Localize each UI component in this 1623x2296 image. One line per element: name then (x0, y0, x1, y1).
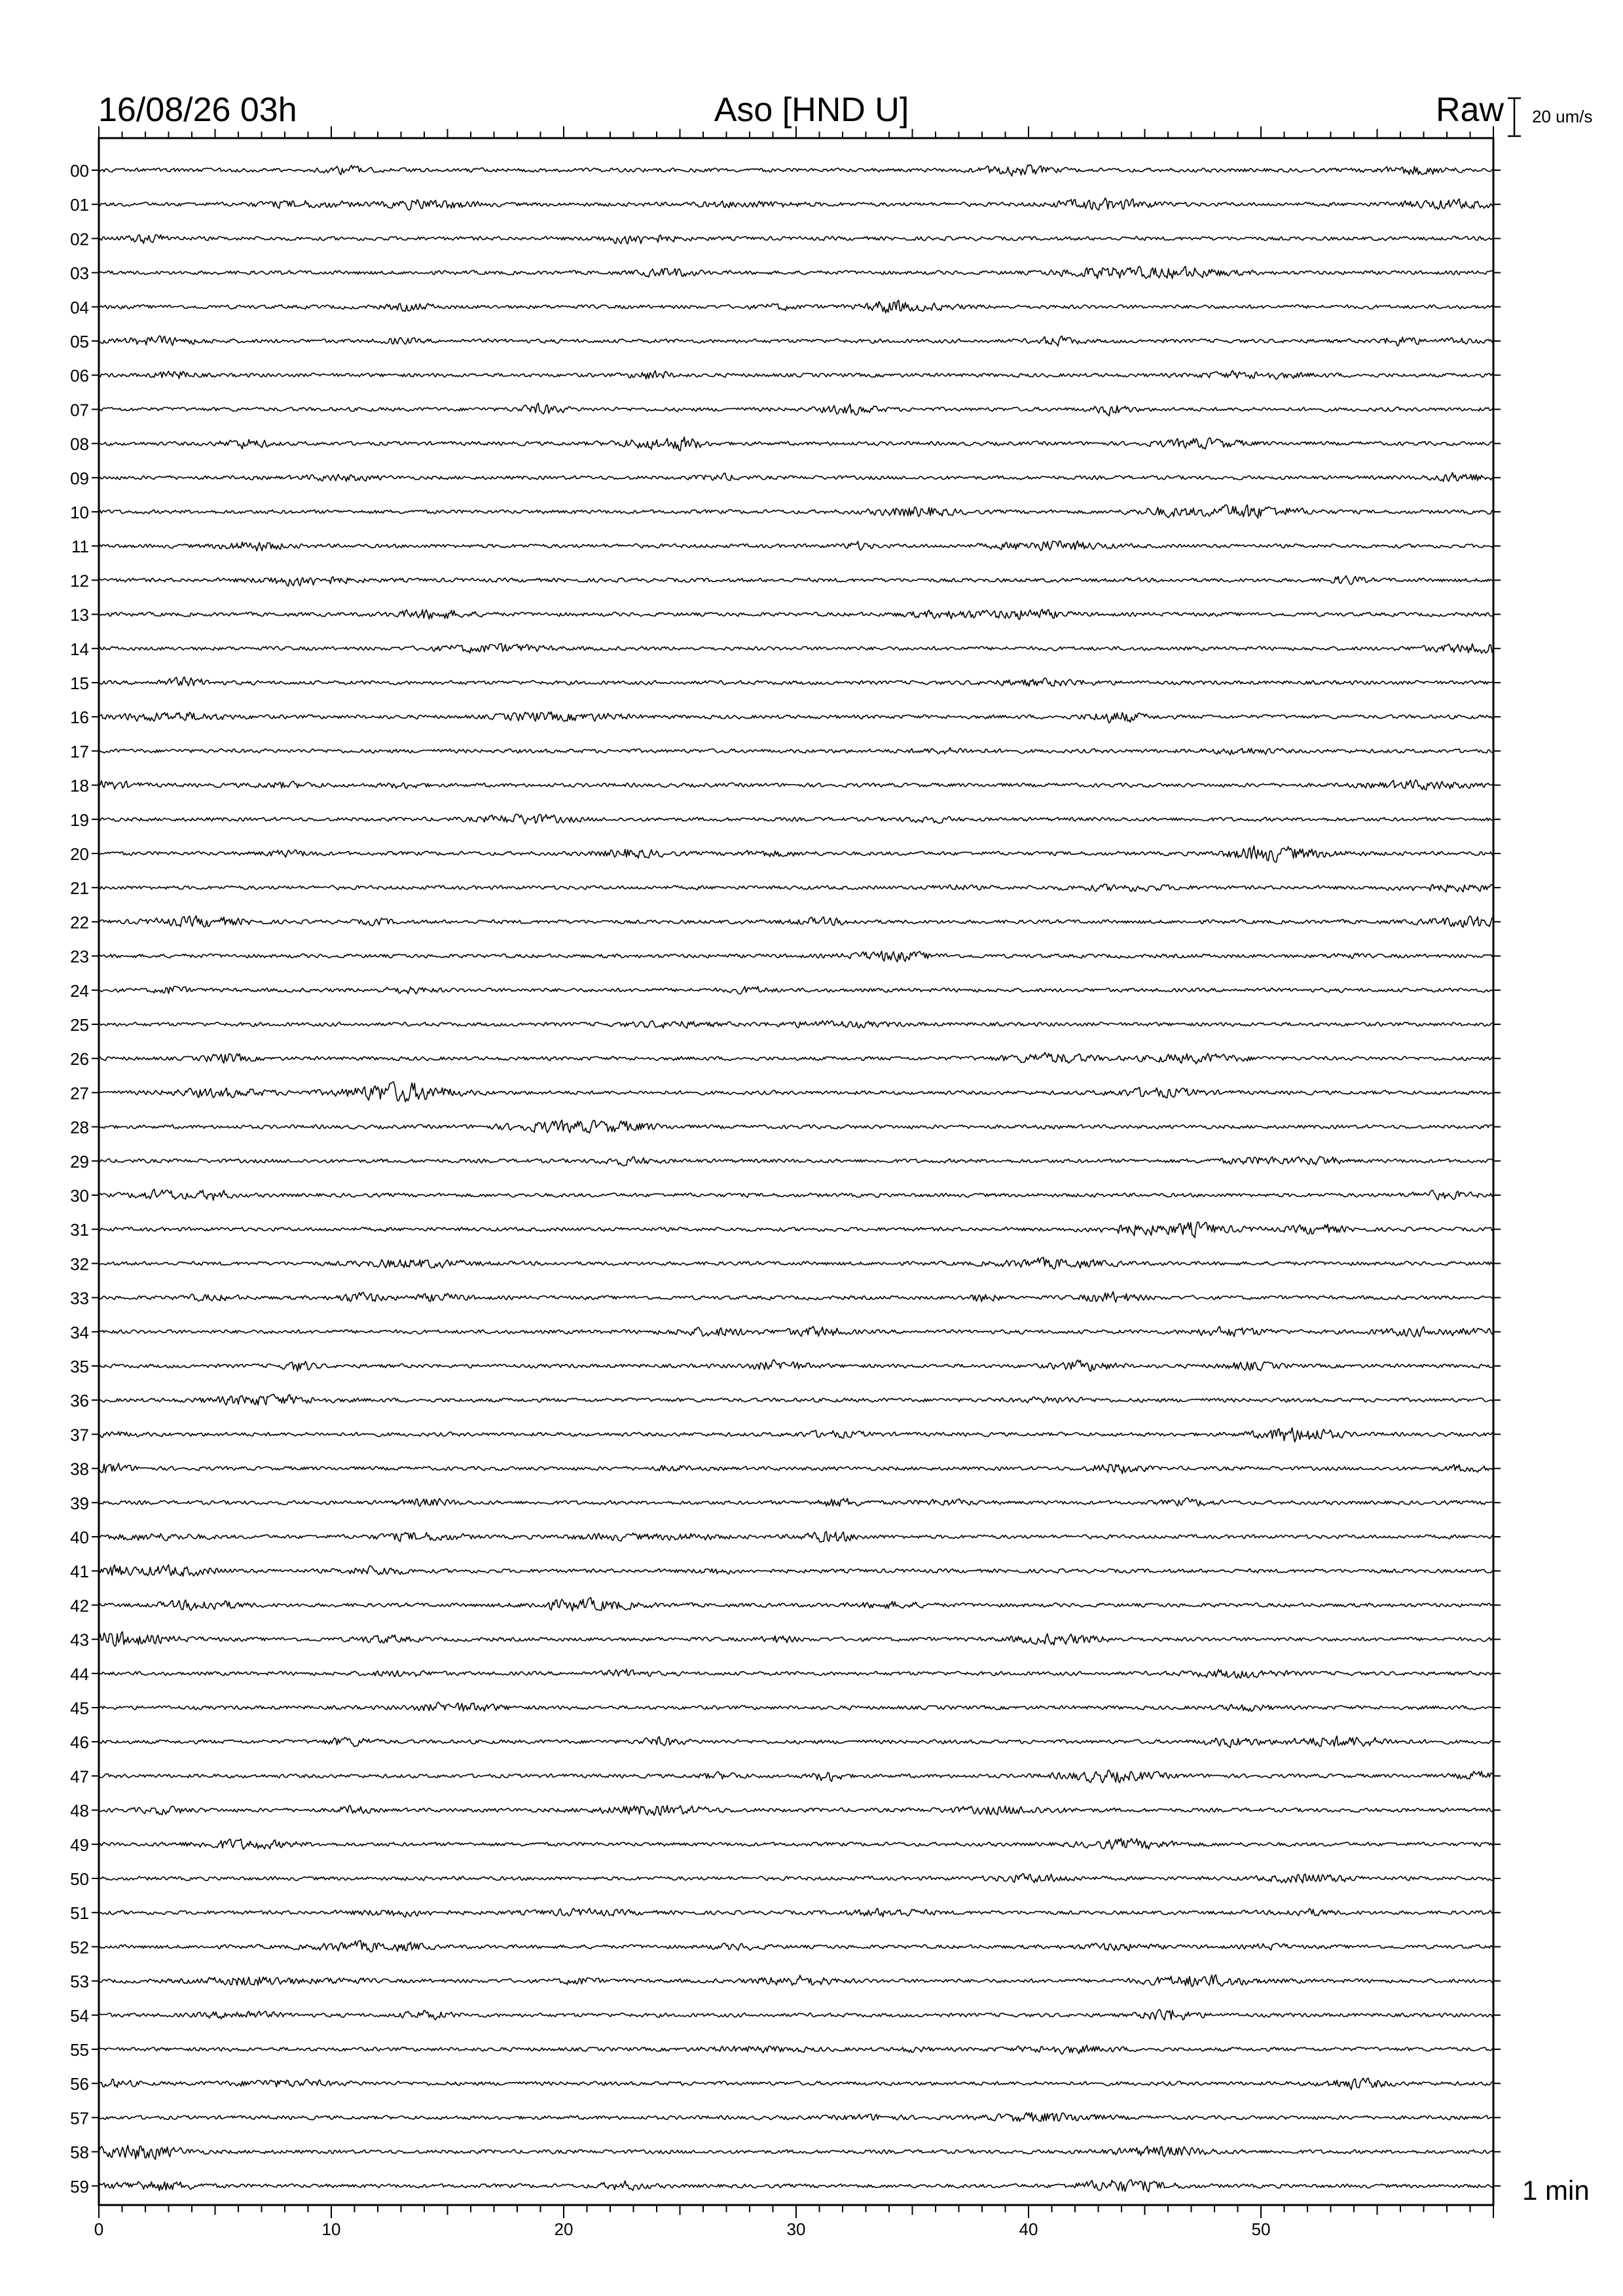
row-label: 53 (70, 1971, 89, 1992)
row-label: 31 (70, 1220, 89, 1240)
row-label: 39 (70, 1493, 89, 1513)
x-tick-label: 10 (321, 2219, 341, 2239)
trace-line (99, 235, 1493, 244)
trace-line (99, 2145, 1493, 2159)
row-label: 30 (70, 1186, 89, 1206)
row-label: 43 (70, 1630, 89, 1650)
trace-line (99, 541, 1493, 551)
row-label: 19 (70, 810, 89, 830)
row-label: 17 (70, 742, 89, 762)
trace-line (99, 1975, 1493, 1986)
row-label: 57 (70, 2108, 89, 2128)
row-label: 24 (70, 980, 89, 1001)
x-tick-labels (94, 2219, 1271, 2239)
x-tick-label: 30 (786, 2219, 806, 2239)
trace-line (99, 916, 1493, 927)
trace-line (99, 1291, 1493, 1302)
trace-line (99, 1532, 1493, 1542)
row-label: 18 (70, 776, 89, 796)
trace-line (99, 2078, 1493, 2090)
plot-frame (99, 138, 1493, 2205)
row-label: 47 (70, 1767, 89, 1787)
row-label: 42 (70, 1596, 89, 1616)
row-label: 41 (70, 1562, 89, 1582)
row-label: 59 (70, 2176, 89, 2197)
trace-line (99, 336, 1493, 346)
row-label: 34 (70, 1322, 89, 1342)
row-label: 38 (70, 1459, 89, 1479)
row-label: 51 (70, 1903, 89, 1924)
x-axis-label: 1 min (1522, 2175, 1590, 2206)
trace-line (99, 266, 1493, 279)
trace-line (99, 1632, 1493, 1646)
trace-line (99, 609, 1493, 620)
row-label: 09 (70, 468, 89, 488)
bottom-axis-ticks (99, 2205, 1493, 2218)
x-tick-label: 40 (1019, 2219, 1038, 2239)
trace-line (99, 2009, 1493, 2020)
row-label: 45 (70, 1698, 89, 1718)
row-label: 25 (70, 1015, 89, 1035)
row-label: 44 (70, 1664, 89, 1684)
trace-line (99, 747, 1493, 755)
trace-line (99, 437, 1493, 451)
trace-line (99, 2045, 1493, 2054)
trace-line (99, 1082, 1493, 1102)
row-label: 50 (70, 1869, 89, 1889)
row-label: 12 (70, 571, 89, 591)
trace-line (99, 198, 1493, 211)
trace-line (99, 1565, 1493, 1577)
row-label: 10 (70, 503, 89, 522)
row-label: 15 (70, 673, 89, 693)
row-label: 28 (70, 1117, 89, 1138)
trace-line (99, 1021, 1493, 1029)
trace-line (99, 370, 1493, 379)
x-tick-label: 50 (1251, 2219, 1271, 2239)
row-label: 23 (70, 946, 89, 967)
trace-line (99, 814, 1493, 824)
row-label: 22 (70, 912, 89, 933)
chart-date-label: 16/08/26 03h (98, 91, 297, 129)
row-label: 37 (70, 1425, 89, 1445)
trace-line (99, 2113, 1493, 2121)
trace-line (99, 951, 1493, 961)
row-label: 13 (70, 605, 89, 625)
row-label: 14 (70, 639, 89, 659)
trace-line (99, 780, 1493, 790)
trace-line (99, 1805, 1493, 1815)
row-label: 46 (70, 1732, 89, 1753)
row-label: 40 (70, 1528, 89, 1547)
trace-line (99, 1941, 1493, 1952)
trace-line (99, 1669, 1493, 1678)
trace-line (99, 1463, 1493, 1474)
row-label: 05 (70, 332, 89, 351)
row-label: 01 (70, 195, 89, 215)
row-label: 16 (70, 708, 89, 728)
trace-line (99, 1770, 1493, 1783)
row-label: 32 (70, 1254, 89, 1274)
trace-line (99, 712, 1493, 723)
trace-line (99, 1427, 1493, 1442)
x-tick-label: 20 (554, 2219, 574, 2239)
row-label: 48 (70, 1801, 89, 1821)
row-label: 06 (70, 366, 89, 386)
trace-line (99, 2179, 1493, 2192)
row-label: 00 (70, 161, 89, 181)
trace-line (99, 1120, 1493, 1133)
row-label: 27 (70, 1083, 89, 1103)
row-label: 49 (70, 1835, 89, 1855)
trace-line (99, 1598, 1493, 1611)
trace-line (99, 165, 1493, 176)
trace-line (99, 1359, 1493, 1371)
row-label: 11 (71, 537, 89, 557)
trace-line (99, 846, 1493, 862)
trace-line (99, 1052, 1493, 1064)
row-label: 33 (70, 1288, 89, 1308)
trace-line (99, 1157, 1493, 1166)
row-label: 36 (70, 1391, 89, 1411)
trace-line (99, 576, 1493, 586)
row-label: 04 (70, 297, 89, 317)
trace-line (99, 1222, 1493, 1238)
row-labels (70, 161, 1501, 2197)
row-label: 08 (70, 434, 89, 454)
row-label: 20 (70, 844, 89, 864)
trace-line (99, 643, 1493, 653)
row-label: 07 (70, 400, 89, 420)
row-label: 54 (70, 2005, 89, 2026)
row-label: 02 (70, 229, 89, 249)
trace-line (99, 1189, 1493, 1200)
row-label: 52 (70, 1937, 89, 1958)
mode-label: Raw (1435, 91, 1504, 129)
seismogram-traces (99, 165, 1493, 2192)
trace-line (99, 1839, 1493, 1850)
row-label: 21 (70, 878, 89, 899)
trace-line (99, 677, 1493, 686)
trace-line (99, 986, 1493, 994)
scale-bar-label: 20 um/s (1532, 107, 1593, 126)
row-label: 03 (70, 263, 89, 283)
trace-line (99, 1257, 1493, 1269)
row-label: 56 (70, 2074, 89, 2094)
trace-line (99, 1736, 1493, 1748)
trace-line (99, 505, 1493, 518)
trace-line (99, 403, 1493, 416)
trace-line (99, 473, 1493, 482)
trace-line (99, 300, 1493, 313)
chart-title: Aso [HND U] (714, 91, 909, 129)
row-label: 55 (70, 2040, 89, 2060)
trace-line (99, 884, 1493, 892)
row-label: 35 (70, 1357, 89, 1376)
trace-line (99, 1327, 1493, 1337)
trace-line (99, 1909, 1493, 1917)
trace-line (99, 1394, 1493, 1405)
row-label: 26 (70, 1049, 89, 1069)
row-label: 58 (70, 2142, 89, 2162)
row-label: 29 (70, 1151, 89, 1172)
trace-line (99, 1874, 1493, 1883)
trace-line (99, 1498, 1493, 1507)
x-tick-label: 0 (94, 2219, 104, 2239)
trace-line (99, 1702, 1493, 1712)
